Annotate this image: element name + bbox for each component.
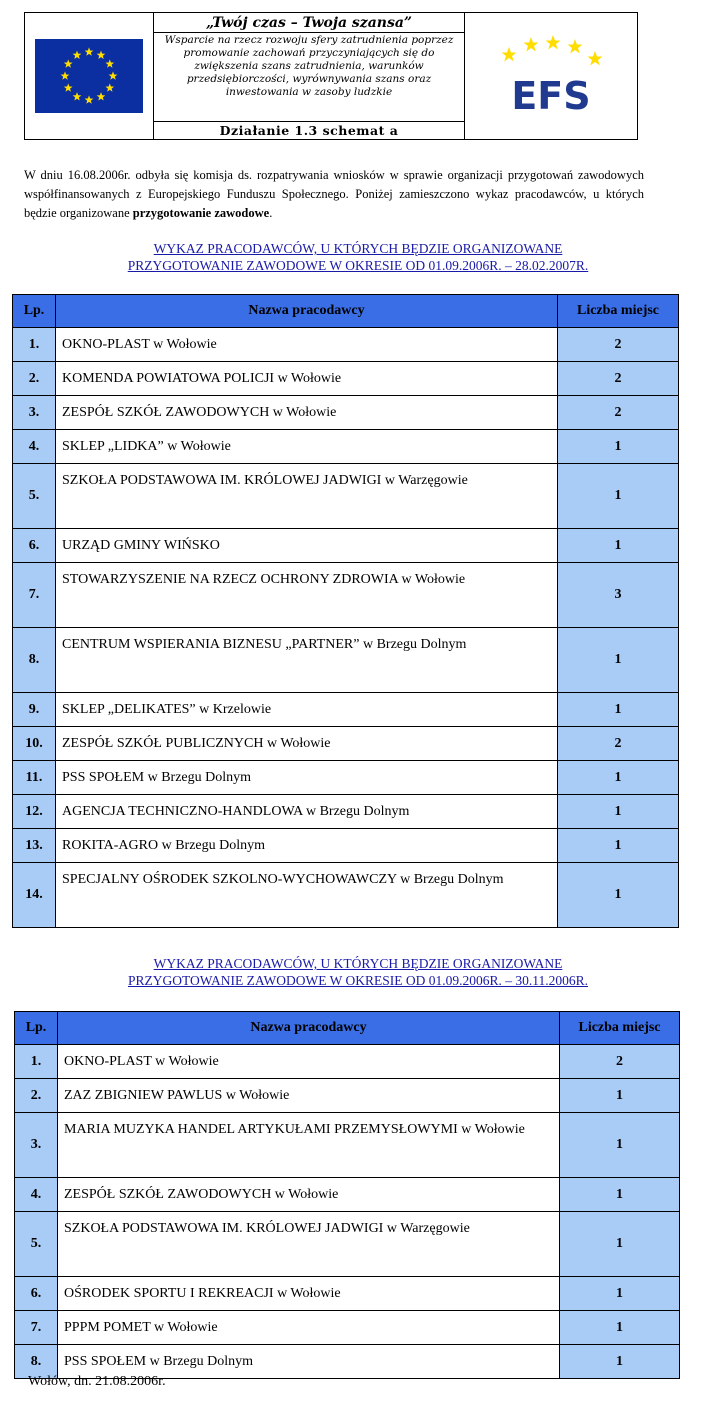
row-employer-name: PSS SPOŁEM w Brzegu Dolnym <box>58 1345 560 1379</box>
row-lp: 1. <box>13 328 56 362</box>
table-row <box>13 693 679 727</box>
row-places-count: 1 <box>558 628 679 693</box>
row-employer-name: AGENCJA TECHNICZNO-HANDLOWA w Brzegu Dolnym <box>56 795 558 829</box>
row-places-count: 1 <box>558 464 679 529</box>
row-employer-name: ROKITA-AGRO w Brzegu Dolnym <box>56 829 558 863</box>
row-employer-name: OŚRODEK SPORTU I REKREACJI w Wołowie <box>58 1277 560 1311</box>
row-places-count: 1 <box>558 863 679 928</box>
list2-title-line1: WYKAZ PRACODAWCÓW, U KTÓRYCH BĘDZIE ORGANIZOWANE <box>153 956 563 971</box>
employers-table-2 <box>14 1011 680 1379</box>
row-lp: 12. <box>13 795 56 829</box>
table-header-row <box>13 295 679 328</box>
table-row <box>15 1178 680 1212</box>
row-places-count: 1 <box>560 1178 680 1212</box>
list1-title-line2: PRZYGOTOWANIE ZAWODOWE W OKRESIE OD 01.09.2006R. – 28.02.2007R. <box>127 258 589 273</box>
row-lp: 11. <box>13 761 56 795</box>
row-employer-name: SKLEP „DELIKATES” w Krzelowie <box>56 693 558 727</box>
table-row <box>15 1113 680 1178</box>
row-places-count: 1 <box>558 430 679 464</box>
row-lp: 14. <box>13 863 56 928</box>
row-places-count: 1 <box>560 1079 680 1113</box>
slogan-cell <box>154 13 465 122</box>
row-lp: 5. <box>15 1212 58 1277</box>
row-employer-name: MARIA MUZYKA HANDEL ARTYKUŁAMI PRZEMYSŁOWYMI w Wołowie <box>58 1113 560 1178</box>
row-employer-name: KOMENDA POWIATOWA POLICJI w Wołowie <box>56 362 558 396</box>
col-header-count: Liczba miejsc <box>558 295 679 328</box>
table-row <box>13 396 679 430</box>
row-places-count: 2 <box>558 396 679 430</box>
efs-logo-icon <box>491 33 611 119</box>
row-lp: 13. <box>13 829 56 863</box>
row-lp: 1. <box>15 1045 58 1079</box>
row-employer-name: CENTRUM WSPIERANIA BIZNESU „PARTNER” w Brzegu Dolnym <box>56 628 558 693</box>
table-row <box>15 1311 680 1345</box>
list1-title <box>24 240 692 274</box>
row-places-count: 1 <box>560 1311 680 1345</box>
table-row <box>13 795 679 829</box>
row-lp: 3. <box>13 396 56 430</box>
efs-logo-text: EFS <box>511 74 591 118</box>
row-employer-name: SPECJALNY OŚRODEK SZKOLNO-WYCHOWAWCZY w Brzegu Dolnym <box>56 863 558 928</box>
row-employer-name: SKLEP „LIDKA” w Wołowie <box>56 430 558 464</box>
row-employer-name: ZESPÓŁ SZKÓŁ ZAWODOWYCH w Wołowie <box>58 1178 560 1212</box>
row-lp: 4. <box>15 1178 58 1212</box>
col-header-lp: Lp. <box>13 295 56 328</box>
slogan: Wsparcie na rzecz rozwoju sfery zatrudnienia poprzez promowanie zachowań przyczyniających się do zwiększenia szans zatrudnienia, warunków przedsiębiorczości, wyrównywania szans oraz inwestowania w zasoby ludzkie <box>164 34 454 98</box>
row-employer-name: SZKOŁA PODSTAWOWA IM. KRÓLOWEJ JADWIGI w Warzęgowie <box>58 1212 560 1277</box>
action-label: Działanie 1.3 schemat a <box>154 122 465 140</box>
col-header-name: Nazwa pracodawcy <box>56 295 558 328</box>
intro-paragraph <box>24 166 644 223</box>
place-date: Wołów, dn. 21.08.2006r. <box>28 1374 166 1389</box>
row-lp: 4. <box>13 430 56 464</box>
row-lp: 8. <box>13 628 56 693</box>
row-places-count: 2 <box>560 1045 680 1079</box>
col-header-count: Liczba miejsc <box>560 1012 680 1045</box>
row-lp: 6. <box>15 1277 58 1311</box>
table-header-row <box>15 1012 680 1045</box>
table-row <box>13 464 679 529</box>
row-places-count: 1 <box>560 1113 680 1178</box>
col-header-lp: Lp. <box>15 1012 58 1045</box>
employers-table-1 <box>12 294 679 928</box>
table-row <box>13 863 679 928</box>
row-lp: 9. <box>13 693 56 727</box>
row-lp: 7. <box>15 1311 58 1345</box>
row-lp: 7. <box>13 563 56 628</box>
table-row <box>13 761 679 795</box>
eu-flag-cell <box>25 13 154 140</box>
table-row <box>15 1277 680 1311</box>
list2-title-line2: PRZYGOTOWANIE ZAWODOWE W OKRESIE OD 01.09.2006R. – 30.11.2006R. <box>127 973 589 988</box>
row-places-count: 1 <box>558 829 679 863</box>
table-row <box>15 1079 680 1113</box>
row-employer-name: OKNO-PLAST w Wołowie <box>56 328 558 362</box>
table-row <box>13 563 679 628</box>
list1-title-line1: WYKAZ PRACODAWCÓW, U KTÓRYCH BĘDZIE ORGANIZOWANE <box>153 241 563 256</box>
col-header-name: Nazwa pracodawcy <box>58 1012 560 1045</box>
row-places-count: 3 <box>558 563 679 628</box>
row-places-count: 2 <box>558 727 679 761</box>
intro-text: W dniu 16.08.2006r. odbyła się komisja ds. rozpatrywania wniosków w sprawie organizacji przygotowań zawodowych współfinansowanych z Europejskiego Funduszu Społecznego. Poniżej zamieszczono wykaz pracodawców, u których będzie organizowane <box>24 168 644 220</box>
row-employer-name: PPPM POMET w Wołowie <box>58 1311 560 1345</box>
row-places-count: 2 <box>558 328 679 362</box>
row-places-count: 1 <box>560 1277 680 1311</box>
table-row <box>13 829 679 863</box>
motto: „Twój czas – Twoja szansa” <box>154 13 464 33</box>
table-row <box>13 727 679 761</box>
table-row <box>13 328 679 362</box>
row-lp: 5. <box>13 464 56 529</box>
row-places-count: 2 <box>558 362 679 396</box>
table-row <box>13 362 679 396</box>
header-table <box>24 12 638 140</box>
row-lp: 8. <box>15 1345 58 1379</box>
row-employer-name: PSS SPOŁEM w Brzegu Dolnym <box>56 761 558 795</box>
table-row <box>15 1045 680 1079</box>
row-places-count: 1 <box>558 761 679 795</box>
row-places-count: 1 <box>560 1345 680 1379</box>
intro-bold-text: przygotowanie zawodowe <box>132 206 270 220</box>
table-row <box>13 430 679 464</box>
row-lp: 2. <box>15 1079 58 1113</box>
intro-text-end: . <box>269 206 273 220</box>
row-employer-name: URZĄD GMINY WIŃSKO <box>56 529 558 563</box>
row-employer-name: ZESPÓŁ SZKÓŁ PUBLICZNYCH w Wołowie <box>56 727 558 761</box>
row-lp: 2. <box>13 362 56 396</box>
row-lp: 3. <box>15 1113 58 1178</box>
table-row <box>13 628 679 693</box>
row-lp: 10. <box>13 727 56 761</box>
row-employer-name: ZESPÓŁ SZKÓŁ ZAWODOWYCH w Wołowie <box>56 396 558 430</box>
row-lp: 6. <box>13 529 56 563</box>
row-employer-name: ZAZ ZBIGNIEW PAWLUS w Wołowie <box>58 1079 560 1113</box>
row-employer-name: OKNO-PLAST w Wołowie <box>58 1045 560 1079</box>
row-employer-name: SZKOŁA PODSTAWOWA IM. KRÓLOWEJ JADWIGI w Warzęgowie <box>56 464 558 529</box>
row-places-count: 1 <box>558 693 679 727</box>
table-row <box>13 529 679 563</box>
list2-title <box>24 955 692 989</box>
table-row <box>15 1212 680 1277</box>
efs-logo-cell <box>465 13 638 140</box>
row-employer-name: STOWARZYSZENIE NA RZECZ OCHRONY ZDROWIA w Wołowie <box>56 563 558 628</box>
row-places-count: 1 <box>558 795 679 829</box>
row-places-count: 1 <box>558 529 679 563</box>
row-places-count: 1 <box>560 1212 680 1277</box>
eu-flag-icon <box>35 39 143 113</box>
